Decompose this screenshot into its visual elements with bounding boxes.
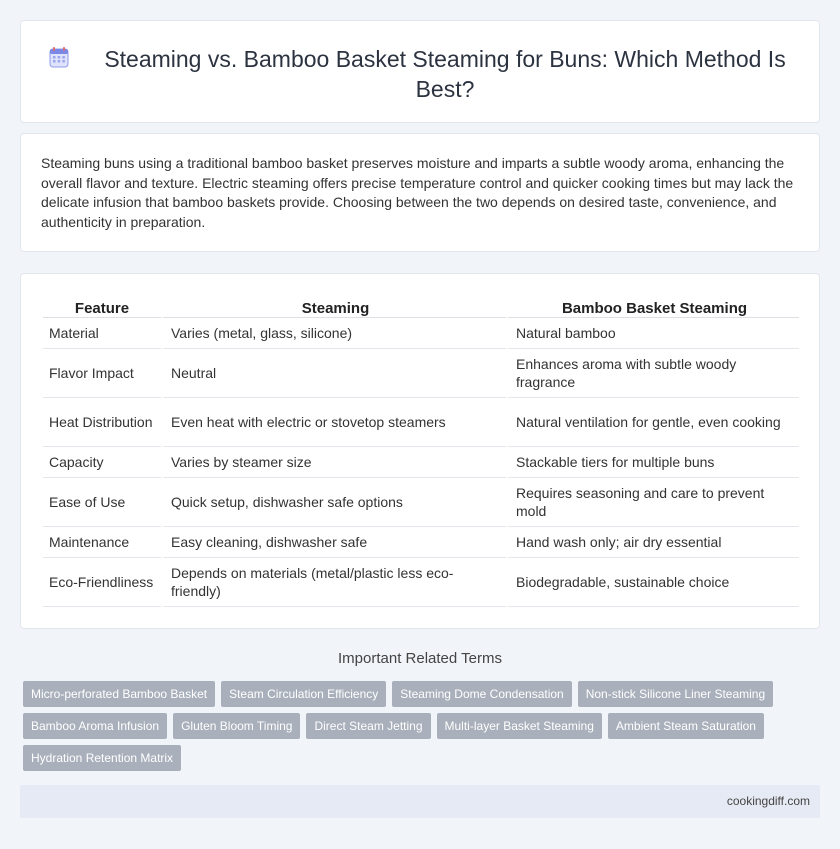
related-term-tag[interactable]: Ambient Steam Saturation <box>608 713 764 739</box>
table-cell: Ease of Use <box>43 478 161 527</box>
table-cell: Requires seasoning and care to prevent mold <box>506 478 799 527</box>
table-cell: Material <box>43 318 161 349</box>
column-header: Feature <box>43 296 161 318</box>
table-cell: Varies by steamer size <box>161 447 506 478</box>
table-row <box>43 558 799 607</box>
intro-text: Steaming buns using a traditional bamboo basket preserves moisture and imparts a subtle woody aroma, enhancing the overall flavor and texture. Electric steaming offers precise temperature control and quicker cooking times but may lack the delicate infusion that bamboo baskets provide. Choosing between the two depends on desired taste, convenience, and authenticity in preparation. <box>41 155 794 230</box>
related-term-tag[interactable]: Micro-perforated Bamboo Basket <box>23 681 215 707</box>
table-cell: Varies (metal, glass, silicone) <box>161 318 506 349</box>
table-row <box>43 447 799 478</box>
related-term-tag[interactable]: Bamboo Aroma Infusion <box>23 713 167 739</box>
header-card <box>20 20 820 123</box>
related-terms-list <box>23 681 813 771</box>
table-row <box>43 398 799 447</box>
footer-site-link[interactable]: cookingdiff.com <box>726 794 810 808</box>
related-term-tag[interactable]: Direct Steam Jetting <box>306 713 430 739</box>
table-cell: Even heat with electric or stovetop steamers <box>161 398 506 447</box>
footer <box>20 785 820 818</box>
table-cell: Heat Distribution <box>43 398 161 447</box>
table-cell: Flavor Impact <box>43 349 161 398</box>
table-row <box>43 478 799 527</box>
column-header: Steaming <box>161 296 506 318</box>
table-cell: Eco-Friendliness <box>43 558 161 607</box>
intro-card <box>20 133 820 252</box>
table-cell: Biodegradable, sustainable choice <box>506 558 799 607</box>
table-cell: Natural ventilation for gentle, even cooking <box>506 398 799 447</box>
table-cell: Easy cleaning, dishwasher safe <box>161 527 506 558</box>
table-row <box>43 349 799 398</box>
related-term-tag[interactable]: Hydration Retention Matrix <box>23 745 181 771</box>
table-row <box>43 318 799 349</box>
comparison-card <box>20 273 820 629</box>
table-cell: Hand wash only; air dry essential <box>506 527 799 558</box>
related-term-tag[interactable]: Non-stick Silicone Liner Steaming <box>578 681 773 707</box>
table-cell: Natural bamboo <box>506 318 799 349</box>
related-term-tag[interactable]: Multi-layer Basket Steaming <box>437 713 602 739</box>
related-term-tag[interactable]: Steaming Dome Condensation <box>392 681 571 707</box>
table-header-row <box>43 296 799 318</box>
related-term-tag[interactable]: Steam Circulation Efficiency <box>221 681 386 707</box>
table-cell: Neutral <box>161 349 506 398</box>
table-cell: Maintenance <box>43 527 161 558</box>
column-header: Bamboo Basket Steaming <box>506 296 799 318</box>
related-terms-heading: Important Related Terms <box>338 650 502 667</box>
table-cell: Enhances aroma with subtle woody fragrance <box>506 349 799 398</box>
table-cell: Stackable tiers for multiple buns <box>506 447 799 478</box>
table-row <box>43 527 799 558</box>
table-cell: Depends on materials (metal/plastic less eco-friendly) <box>161 558 506 607</box>
related-term-tag[interactable]: Gluten Bloom Timing <box>173 713 300 739</box>
page-title: Steaming vs. Bamboo Basket Steaming for Buns: Which Method Is Best? <box>104 46 786 102</box>
comparison-table <box>43 296 799 607</box>
table-cell: Capacity <box>43 447 161 478</box>
table-cell: Quick setup, dishwasher safe options <box>161 478 506 527</box>
